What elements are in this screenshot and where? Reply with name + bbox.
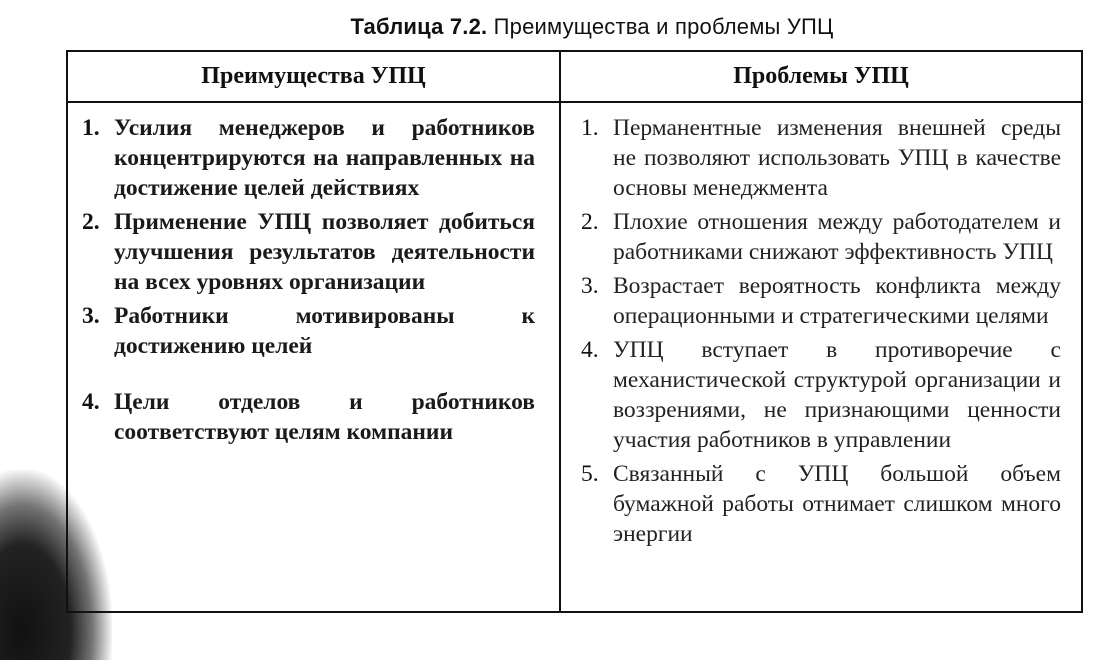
item-text: Цели отделов и работников соответствуют целям компании	[114, 389, 535, 445]
item-text: Возрастает вероятность конфликта между операционными и стратегическими целями	[613, 273, 1061, 329]
header-problems: Проблемы УПЦ	[733, 63, 909, 89]
item-number: 1.	[82, 115, 100, 141]
list-item	[581, 113, 1061, 203]
table-header-row	[68, 52, 1081, 103]
item-number: 2.	[82, 209, 100, 235]
list-item	[82, 207, 535, 297]
list-item	[581, 459, 1061, 549]
table-caption	[0, 14, 1098, 40]
problems-column	[581, 113, 1061, 553]
item-text: УПЦ вступает в противоречие с механистической структурой организации и воззрениями, не признающими ценности участия работников в управлении	[613, 337, 1061, 453]
header-advantages: Преимущества УПЦ	[201, 63, 426, 89]
table-caption-label: Таблица 7.2.	[350, 14, 488, 39]
table-caption-text: Преимущества и проблемы УПЦ	[493, 14, 834, 39]
item-text: Плохие отношения между работодателем и работниками снижают эффективность УПЦ	[613, 209, 1061, 265]
list-item	[581, 271, 1061, 331]
advantages-column	[82, 113, 535, 451]
column-divider	[559, 52, 561, 611]
item-number: 1.	[581, 115, 599, 141]
comparison-table	[66, 50, 1083, 613]
item-text: Связанный с УПЦ большой объем бумажной работы отнимает слишком много энергии	[613, 461, 1061, 547]
item-text: Усилия менеджеров и работников концентрируются на направленных на достижение целей действиях	[114, 115, 535, 201]
list-item	[82, 301, 535, 361]
list-item	[581, 335, 1061, 455]
item-number: 2.	[581, 209, 599, 235]
item-number: 3.	[82, 303, 100, 329]
list-item	[82, 387, 535, 447]
list-item	[581, 207, 1061, 267]
item-text: Работники мотивированы к достижению целей	[114, 303, 535, 359]
item-number: 3.	[581, 273, 599, 299]
item-text: Применение УПЦ позволяет добиться улучшения результатов деятельности на всех уровнях организации	[114, 209, 535, 295]
item-text: Перманентные изменения внешней среды не позволяют использовать УПЦ в качестве основы менеджмента	[613, 115, 1061, 201]
item-number: 4.	[82, 389, 100, 415]
list-item	[82, 113, 535, 203]
item-number: 4.	[581, 337, 599, 363]
item-number: 5.	[581, 461, 599, 487]
